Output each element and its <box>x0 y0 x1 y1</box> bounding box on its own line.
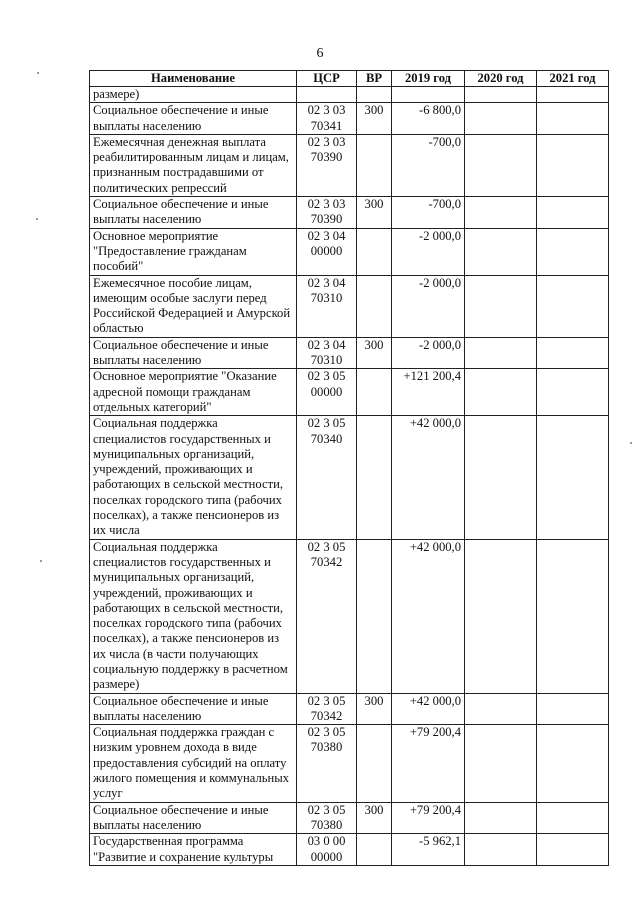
row-2021-cell <box>537 725 609 802</box>
row-2020-cell <box>465 87 537 103</box>
row-2020-cell <box>465 197 537 229</box>
row-vr-cell <box>357 275 392 337</box>
table-row <box>90 103 609 135</box>
table-body <box>90 87 609 866</box>
row-2019-cell: +42 000,0 <box>392 693 465 725</box>
row-2019-cell: +79 200,4 <box>392 725 465 802</box>
table-row <box>90 275 609 337</box>
table-row <box>90 337 609 369</box>
table-row <box>90 197 609 229</box>
row-csr-cell: 02 3 04 70310 <box>297 275 357 337</box>
row-2021-cell <box>537 197 609 229</box>
scan-speck <box>630 442 632 444</box>
row-2020-cell <box>465 834 537 866</box>
row-2021-cell <box>537 275 609 337</box>
header-2019: 2019 год <box>392 71 465 87</box>
row-csr-cell: 02 3 05 70340 <box>297 416 357 539</box>
row-vr-cell <box>357 87 392 103</box>
row-csr-cell: 02 3 05 00000 <box>297 369 357 416</box>
row-csr-cell: 02 3 05 70342 <box>297 693 357 725</box>
row-csr-cell: 02 3 03 70390 <box>297 197 357 229</box>
row-name-cell: Основное мероприятие "Оказание адресной помощи гражданам отдельных категорий" <box>90 369 297 416</box>
row-name-cell: Социальное обеспечение и иные выплаты населению <box>90 197 297 229</box>
row-name-cell: Социальная поддержка специалистов государственных и муниципальных организаций, учреждений, проживающих и работающих в сельской местности, поселках городского типа (рабочих поселках), а также пенсионеров из их числа <box>90 416 297 539</box>
row-2019-cell: -700,0 <box>392 197 465 229</box>
row-vr-cell: 300 <box>357 197 392 229</box>
row-2021-cell <box>537 103 609 135</box>
row-2020-cell <box>465 337 537 369</box>
row-2020-cell <box>465 539 537 693</box>
row-2020-cell <box>465 416 537 539</box>
row-vr-cell <box>357 134 392 196</box>
row-2020-cell <box>465 802 537 834</box>
row-2021-cell <box>537 87 609 103</box>
row-2020-cell <box>465 693 537 725</box>
row-2020-cell <box>465 369 537 416</box>
row-vr-cell: 300 <box>357 337 392 369</box>
scan-speck <box>37 72 39 74</box>
row-vr-cell <box>357 369 392 416</box>
table-row <box>90 539 609 693</box>
page-number: 6 <box>316 46 324 61</box>
row-name-cell: Социальная поддержка специалистов государственных и муниципальных организаций, учреждений, проживающих и работающих в сельской местности, поселках городского типа (рабочих поселках), а также пенсионеров из их числа (в части получающих социальную поддержку в расчетном размере) <box>90 539 297 693</box>
row-2021-cell <box>537 337 609 369</box>
row-2020-cell <box>465 275 537 337</box>
table-row <box>90 416 609 539</box>
row-2021-cell <box>537 134 609 196</box>
scan-speck <box>36 218 38 220</box>
row-csr-cell: 02 3 05 70342 <box>297 539 357 693</box>
row-vr-cell <box>357 416 392 539</box>
table-row <box>90 87 609 103</box>
row-2019-cell: -2 000,0 <box>392 228 465 275</box>
row-csr-cell: 02 3 04 70310 <box>297 337 357 369</box>
table-row <box>90 369 609 416</box>
row-csr-cell: 02 3 05 70380 <box>297 802 357 834</box>
row-2019-cell <box>392 87 465 103</box>
row-csr-cell: 03 0 00 00000 <box>297 834 357 866</box>
row-name-cell: размере) <box>90 87 297 103</box>
row-2019-cell: +42 000,0 <box>392 416 465 539</box>
row-vr-cell <box>357 834 392 866</box>
budget-table <box>89 70 609 866</box>
row-2020-cell <box>465 134 537 196</box>
row-2020-cell <box>465 228 537 275</box>
row-2021-cell <box>537 539 609 693</box>
row-csr-cell: 02 3 04 00000 <box>297 228 357 275</box>
row-name-cell: Социальное обеспечение и иные выплаты населению <box>90 337 297 369</box>
row-2019-cell: +42 000,0 <box>392 539 465 693</box>
header-2020: 2020 год <box>465 71 537 87</box>
header-2021: 2021 год <box>537 71 609 87</box>
table-header-row <box>90 71 609 87</box>
row-2019-cell: +79 200,4 <box>392 802 465 834</box>
row-2021-cell <box>537 416 609 539</box>
header-name: Наименование <box>90 71 297 87</box>
row-2019-cell: -5 962,1 <box>392 834 465 866</box>
row-name-cell: Ежемесячная денежная выплата реабилитированным лицам и лицам, признанным пострадавшими от политических репрессий <box>90 134 297 196</box>
table-row <box>90 228 609 275</box>
row-2020-cell <box>465 103 537 135</box>
table-row <box>90 693 609 725</box>
table-row <box>90 802 609 834</box>
header-vr: ВР <box>357 71 392 87</box>
row-name-cell: Социальное обеспечение и иные выплаты населению <box>90 103 297 135</box>
row-2021-cell <box>537 369 609 416</box>
row-name-cell: Социальное обеспечение и иные выплаты населению <box>90 802 297 834</box>
row-csr-cell: 02 3 03 70341 <box>297 103 357 135</box>
row-name-cell: Социальная поддержка граждан с низким уровнем дохода в виде предоставления субсидий на оплату жилого помещения и коммунальных услуг <box>90 725 297 802</box>
row-name-cell: Социальное обеспечение и иные выплаты населению <box>90 693 297 725</box>
row-csr-cell: 02 3 03 70390 <box>297 134 357 196</box>
table-row <box>90 725 609 802</box>
row-2020-cell <box>465 725 537 802</box>
row-csr-cell: 02 3 05 70380 <box>297 725 357 802</box>
row-vr-cell <box>357 725 392 802</box>
row-2019-cell: -2 000,0 <box>392 337 465 369</box>
row-2019-cell: -6 800,0 <box>392 103 465 135</box>
row-vr-cell: 300 <box>357 693 392 725</box>
row-2021-cell <box>537 228 609 275</box>
row-vr-cell <box>357 539 392 693</box>
row-csr-cell <box>297 87 357 103</box>
table-row <box>90 134 609 196</box>
row-name-cell: Ежемесячное пособие лицам, имеющим особые заслуги перед Российской Федерацией и Амурской областью <box>90 275 297 337</box>
row-vr-cell <box>357 228 392 275</box>
row-vr-cell: 300 <box>357 802 392 834</box>
row-vr-cell: 300 <box>357 103 392 135</box>
row-name-cell: Основное мероприятие "Предоставление гражданам пособий" <box>90 228 297 275</box>
header-csr: ЦСР <box>297 71 357 87</box>
row-2021-cell <box>537 834 609 866</box>
row-2021-cell <box>537 693 609 725</box>
row-2019-cell: +121 200,4 <box>392 369 465 416</box>
row-name-cell: Государственная программа "Развитие и сохранение культуры <box>90 834 297 866</box>
row-2019-cell: -700,0 <box>392 134 465 196</box>
scan-speck <box>40 560 42 562</box>
row-2019-cell: -2 000,0 <box>392 275 465 337</box>
row-2021-cell <box>537 802 609 834</box>
table-row <box>90 834 609 866</box>
